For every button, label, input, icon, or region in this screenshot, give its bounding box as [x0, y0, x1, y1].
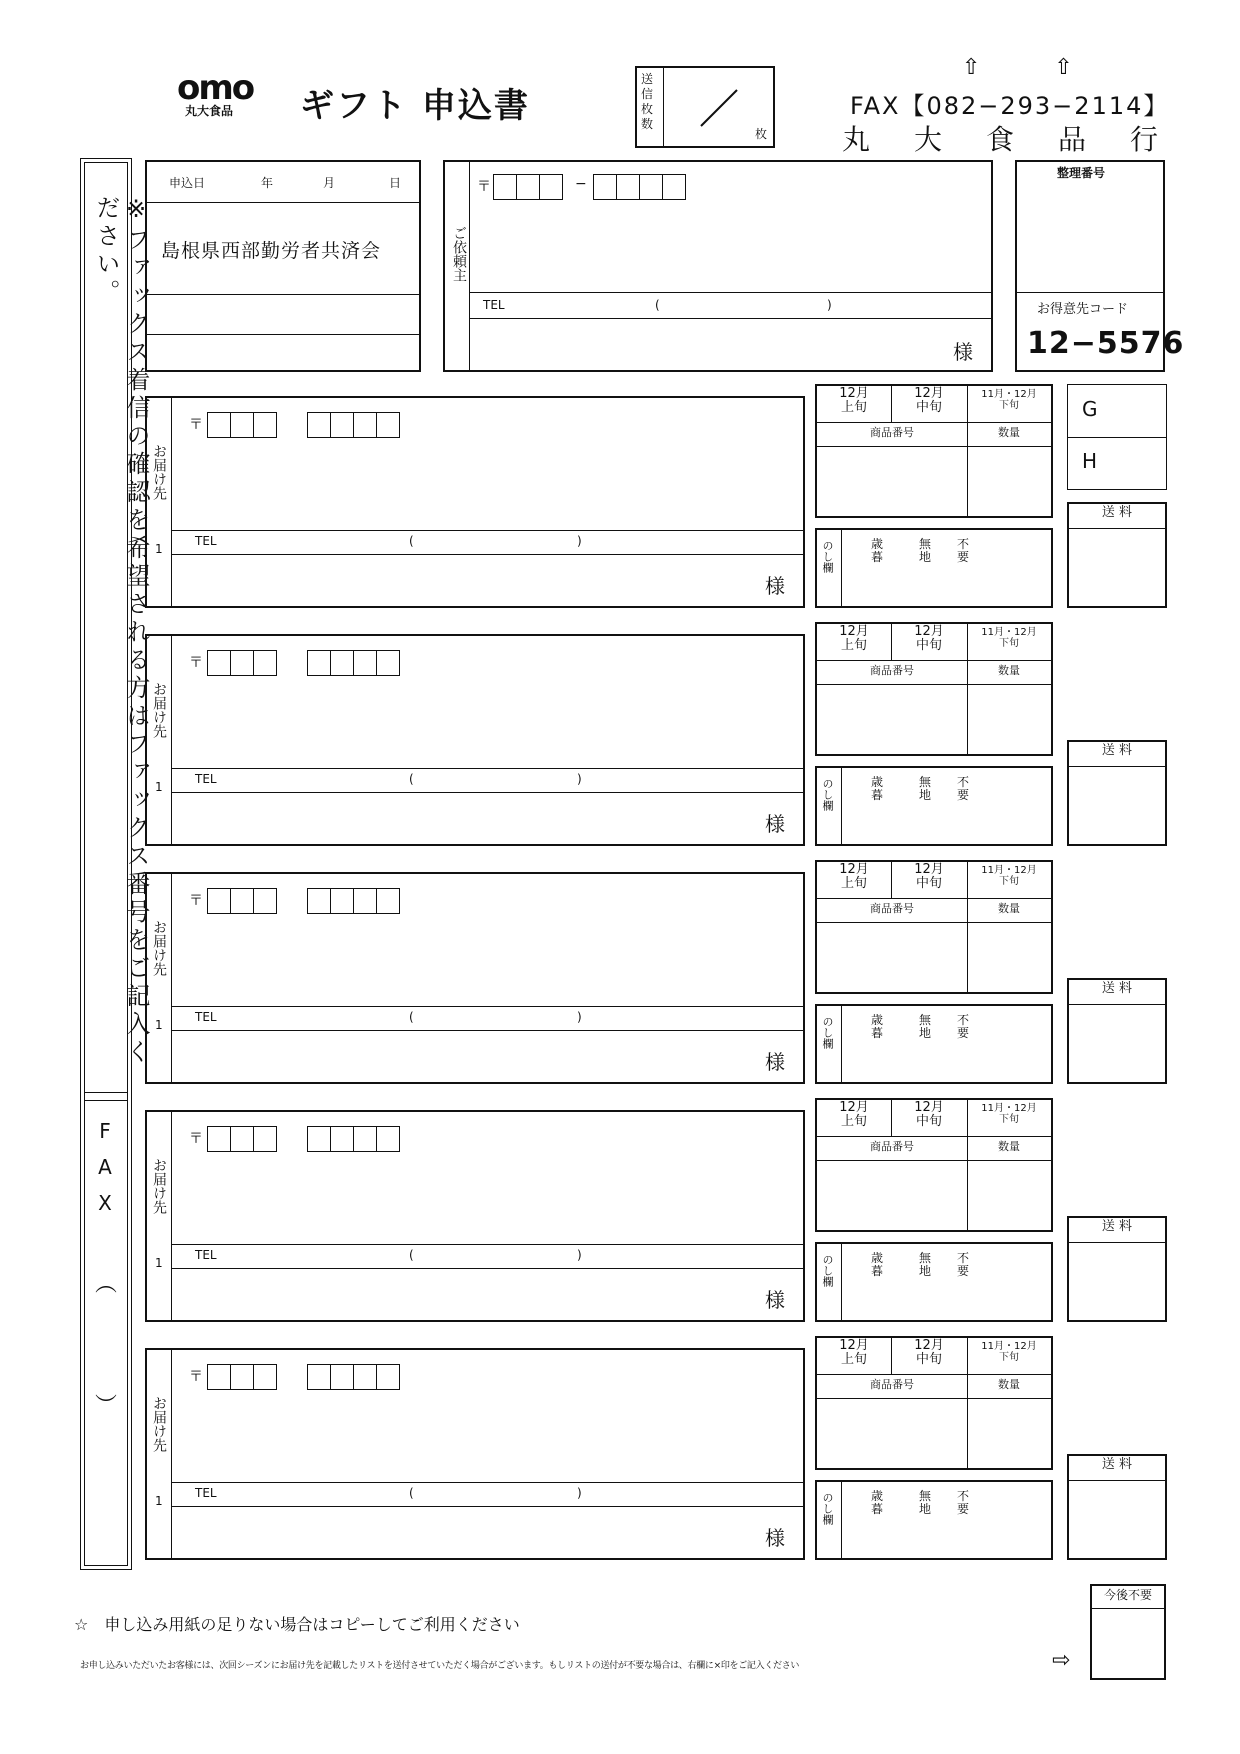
postal-digit[interactable] [253, 888, 277, 914]
delivery-postal-mark[interactable]: 〒 [189, 417, 203, 433]
postal-digit[interactable] [353, 1364, 377, 1390]
applicant-organization: 島根県西部勤労者共済会 [161, 240, 382, 262]
postal-digit[interactable] [230, 1364, 254, 1390]
noshi-option-fuyo: 不 要 [956, 1251, 969, 1278]
postal-digit[interactable] [207, 1364, 231, 1390]
delivery-tel-paren-open: ( [409, 1010, 414, 1024]
delivery-postal-mark[interactable]: 〒 [189, 1131, 203, 1147]
postal-digit[interactable] [353, 412, 377, 438]
delivery-postal-second[interactable] [307, 650, 400, 676]
postal-digit[interactable] [307, 1126, 331, 1152]
shipping-fee-label: 送 料 [1101, 505, 1133, 520]
logo-mark: omo [177, 68, 254, 108]
noshi-option-muji: 無 地 [918, 537, 931, 564]
quantity-header: 数量 [998, 902, 1020, 915]
delivery-tel-paren-close: ) [577, 534, 582, 548]
postal-digit[interactable] [207, 888, 231, 914]
delivery-number: 1 [155, 1494, 163, 1508]
apply-day-label: 日 [389, 176, 402, 190]
period-late: 11月・12月 下旬 [981, 1103, 1037, 1125]
delivery-label: お届け先 [151, 682, 167, 738]
no-need-label: 今後不要 [1103, 1588, 1152, 1602]
postal-digit[interactable] [330, 1364, 354, 1390]
delivery-number: 1 [155, 542, 163, 556]
noshi-option-fuyo: 不 要 [956, 1489, 969, 1516]
delivery-tel-label: TEL [195, 1248, 217, 1262]
apply-month-label: 月 [323, 176, 336, 190]
postal-digit[interactable] [539, 174, 563, 200]
delivery-sama: 様 [765, 1288, 785, 1312]
postal-digit[interactable] [253, 412, 277, 438]
quantity-header: 数量 [998, 1140, 1020, 1153]
quantity-header: 数量 [998, 1378, 1020, 1391]
delivery-address-box[interactable] [145, 872, 805, 1084]
postal-digit[interactable] [616, 174, 640, 200]
postal-digit[interactable] [253, 1364, 277, 1390]
shipping-fee-box[interactable] [1067, 502, 1167, 608]
postal-digit[interactable] [353, 888, 377, 914]
noshi-option-seibo: 歳 暮 [870, 1251, 883, 1278]
postal-digit[interactable] [662, 174, 686, 200]
delivery-postal-second[interactable] [307, 412, 400, 438]
slash-mark [697, 86, 741, 130]
fax-label-vertical: FAX [93, 1119, 117, 1227]
arrow-right-icon: ⇨ [1052, 1648, 1071, 1673]
delivery-tel-label: TEL [195, 1010, 217, 1024]
postal-digit[interactable] [253, 650, 277, 676]
period-early-december: 12月 上旬 [839, 1100, 869, 1129]
period-mid-december: 12月 中旬 [914, 624, 944, 653]
postal-digit[interactable] [376, 888, 400, 914]
postal-digit[interactable] [253, 1126, 277, 1152]
postal-digit[interactable] [307, 888, 331, 914]
requester-sama: 様 [953, 340, 973, 364]
delivery-tel-paren-close: ) [577, 772, 582, 786]
period-early-december: 12月 上旬 [839, 386, 869, 415]
arrow-marks: ⇧ ⇧ [962, 55, 1083, 80]
delivery-sama: 様 [765, 1526, 785, 1550]
postal-dash: − [575, 176, 587, 192]
period-mid-december: 12月 中旬 [914, 386, 944, 415]
postal-digit[interactable] [230, 650, 254, 676]
postal-digit[interactable] [230, 888, 254, 914]
period-early-december: 12月 上旬 [839, 862, 869, 891]
noshi-option-muji: 無 地 [918, 775, 931, 802]
period-late: 11月・12月 下旬 [981, 1341, 1037, 1363]
side-panel [80, 158, 150, 1570]
requester-tel-paren-open: ( [655, 298, 660, 312]
delivery-postal-first[interactable] [207, 1364, 277, 1390]
postal-digit[interactable] [376, 650, 400, 676]
delivery-label: お届け先 [151, 444, 167, 500]
shipping-fee-box[interactable] [1067, 740, 1167, 846]
noshi-box[interactable] [815, 1242, 1053, 1322]
apply-date-label: 申込日 [169, 176, 206, 190]
delivery-number: 1 [155, 1018, 163, 1032]
footer-copy-note: ☆ 申し込み用紙の足りない場合はコピーしてご利用ください [74, 1615, 520, 1634]
noshi-option-fuyo: 不 要 [956, 775, 969, 802]
applicant-box[interactable] [145, 160, 421, 372]
delivery-tel-label: TEL [195, 772, 217, 786]
period-late: 11月・12月 下旬 [981, 865, 1037, 887]
customer-code-label: お得意先コード [1037, 302, 1129, 317]
delivery-address-box[interactable] [145, 634, 805, 846]
shipping-fee-label: 送 料 [1101, 1457, 1133, 1472]
requester-tel-label: TEL [483, 298, 505, 312]
order-period-box[interactable] [815, 622, 1053, 756]
reference-box [1015, 160, 1185, 372]
postal-digit[interactable] [376, 1126, 400, 1152]
postal-digit[interactable] [353, 650, 377, 676]
noshi-box[interactable] [815, 1480, 1053, 1560]
period-early-december: 12月 上旬 [839, 624, 869, 653]
reference-number-label: 整理番号 [1057, 166, 1106, 180]
order-period-box[interactable] [815, 1336, 1053, 1470]
delivery-postal-second[interactable] [307, 888, 400, 914]
delivery-sama: 様 [765, 1050, 785, 1074]
delivery-number: 1 [155, 780, 163, 794]
fax-paren-open: ︵ [95, 1272, 118, 1297]
product-number-header: 商品番号 [870, 664, 914, 677]
quantity-header: 数量 [998, 664, 1020, 677]
delivery-postal-mark[interactable]: 〒 [189, 655, 203, 671]
delivery-postal-first[interactable] [207, 650, 277, 676]
postal-digit[interactable] [207, 650, 231, 676]
requester-postal-first[interactable] [493, 174, 563, 200]
period-late: 11月・12月 下旬 [981, 389, 1037, 411]
company-logo [177, 68, 267, 124]
delivery-postal-second[interactable] [307, 1364, 400, 1390]
delivery-address-box[interactable] [145, 396, 805, 608]
period-early-december: 12月 上旬 [839, 1338, 869, 1367]
grade-g: G [1082, 397, 1098, 421]
delivery-postal-first[interactable] [207, 412, 277, 438]
noshi-box[interactable] [815, 766, 1053, 846]
send-count-label: 送信枚数 [641, 72, 654, 131]
send-count-box[interactable] [635, 66, 775, 148]
postal-digit[interactable] [207, 412, 231, 438]
noshi-label: のし欄 [821, 1016, 834, 1049]
delivery-postal-mark[interactable]: 〒 [189, 893, 203, 909]
noshi-option-seibo: 歳 暮 [870, 1013, 883, 1040]
noshi-option-seibo: 歳 暮 [870, 775, 883, 802]
delivery-tel-label: TEL [195, 1486, 217, 1500]
product-number-header: 商品番号 [870, 1378, 914, 1391]
fax-number: FAX【082−293−2114】 [850, 92, 1170, 120]
delivery-sama: 様 [765, 812, 785, 836]
requester-postal-second[interactable] [593, 174, 686, 200]
delivery-postal-second[interactable] [307, 1126, 400, 1152]
no-need-box[interactable] [1090, 1584, 1166, 1680]
product-number-header: 商品番号 [870, 902, 914, 915]
shipping-fee-box[interactable] [1067, 1454, 1167, 1560]
noshi-option-seibo: 歳 暮 [870, 537, 883, 564]
send-count-unit: 枚 [754, 127, 767, 141]
delivery-tel-label: TEL [195, 534, 217, 548]
delivery-number: 1 [155, 1256, 163, 1270]
noshi-label: のし欄 [821, 1492, 834, 1525]
noshi-label: のし欄 [821, 778, 834, 811]
form-title: ギフト 申込書 [300, 86, 530, 126]
postal-digit[interactable] [330, 888, 354, 914]
delivery-tel-paren-open: ( [409, 1486, 414, 1500]
shipping-fee-label: 送 料 [1101, 743, 1133, 758]
postal-digit[interactable] [330, 412, 354, 438]
apply-year-label: 年 [261, 176, 274, 190]
shipping-fee-label: 送 料 [1101, 981, 1133, 996]
order-period-box[interactable] [815, 1098, 1053, 1232]
delivery-tel-paren-close: ) [577, 1486, 582, 1500]
logo-subtext: 丸大食品 [185, 104, 234, 118]
delivery-label: お届け先 [151, 1158, 167, 1214]
postal-digit[interactable] [639, 174, 663, 200]
postal-digit[interactable] [593, 174, 617, 200]
grade-box [1067, 384, 1167, 490]
shipping-fee-box[interactable] [1067, 978, 1167, 1084]
delivery-address-box[interactable] [145, 1110, 805, 1322]
noshi-option-muji: 無 地 [918, 1251, 931, 1278]
product-number-header: 商品番号 [870, 426, 914, 439]
noshi-option-fuyo: 不 要 [956, 1013, 969, 1040]
noshi-label: のし欄 [821, 540, 834, 573]
postal-digit[interactable] [307, 650, 331, 676]
postal-digit[interactable] [516, 174, 540, 200]
fax-paren-close: ︶ [95, 1394, 118, 1419]
requester-postal-mark: 〒 [477, 179, 491, 195]
delivery-tel-paren-close: ) [577, 1010, 582, 1024]
postal-digit[interactable] [493, 174, 517, 200]
noshi-option-fuyo: 不 要 [956, 537, 969, 564]
postal-digit[interactable] [330, 650, 354, 676]
recipient-company: 丸大食品行 [842, 123, 1203, 156]
requester-tel-paren-close: ) [827, 298, 832, 312]
postal-digit[interactable] [376, 1364, 400, 1390]
delivery-postal-first[interactable] [207, 1126, 277, 1152]
quantity-header: 数量 [998, 426, 1020, 439]
noshi-label: のし欄 [821, 1254, 834, 1287]
period-late: 11月・12月 下旬 [981, 627, 1037, 649]
delivery-postal-mark[interactable]: 〒 [189, 1369, 203, 1385]
postal-digit[interactable] [330, 1126, 354, 1152]
requester-box[interactable] [443, 160, 993, 372]
delivery-tel-paren-open: ( [409, 772, 414, 786]
postal-digit[interactable] [230, 1126, 254, 1152]
noshi-option-muji: 無 地 [918, 1013, 931, 1040]
shipping-fee-box[interactable] [1067, 1216, 1167, 1322]
customer-code-value: 12−5576 [1027, 326, 1185, 361]
noshi-option-muji: 無 地 [918, 1489, 931, 1516]
postal-digit[interactable] [207, 1126, 231, 1152]
noshi-box[interactable] [815, 528, 1053, 608]
delivery-tel-paren-open: ( [409, 534, 414, 548]
grade-h: H [1082, 449, 1098, 473]
order-period-box[interactable] [815, 384, 1053, 518]
order-period-box[interactable] [815, 860, 1053, 994]
delivery-label: お届け先 [151, 920, 167, 976]
delivery-tel-paren-open: ( [409, 1248, 414, 1262]
delivery-label: お届け先 [151, 1396, 167, 1452]
postal-digit[interactable] [230, 412, 254, 438]
period-mid-december: 12月 中旬 [914, 1338, 944, 1367]
postal-digit[interactable] [376, 412, 400, 438]
delivery-address-box[interactable] [145, 1348, 805, 1560]
fax-confirm-note: ※ファックス着信の確認を希望される方はファックス番号をご記入ください。 [92, 195, 150, 1067]
postal-digit[interactable] [307, 412, 331, 438]
footer-list-note: お申し込みいただいたお客様には、次回シーズンにお届け先を記載したリストを送付させていただく場合がございます。もしリストの送付が不要な場合は、右欄に×印をご記入ください [80, 1661, 800, 1671]
shipping-fee-label: 送 料 [1101, 1219, 1133, 1234]
delivery-postal-first[interactable] [207, 888, 277, 914]
period-mid-december: 12月 中旬 [914, 1100, 944, 1129]
period-mid-december: 12月 中旬 [914, 862, 944, 891]
noshi-box[interactable] [815, 1004, 1053, 1084]
noshi-option-seibo: 歳 暮 [870, 1489, 883, 1516]
product-number-header: 商品番号 [870, 1140, 914, 1153]
delivery-sama: 様 [765, 574, 785, 598]
postal-digit[interactable] [307, 1364, 331, 1390]
requester-label: ご依頼主 [451, 226, 467, 282]
delivery-tel-paren-close: ) [577, 1248, 582, 1262]
postal-digit[interactable] [353, 1126, 377, 1152]
